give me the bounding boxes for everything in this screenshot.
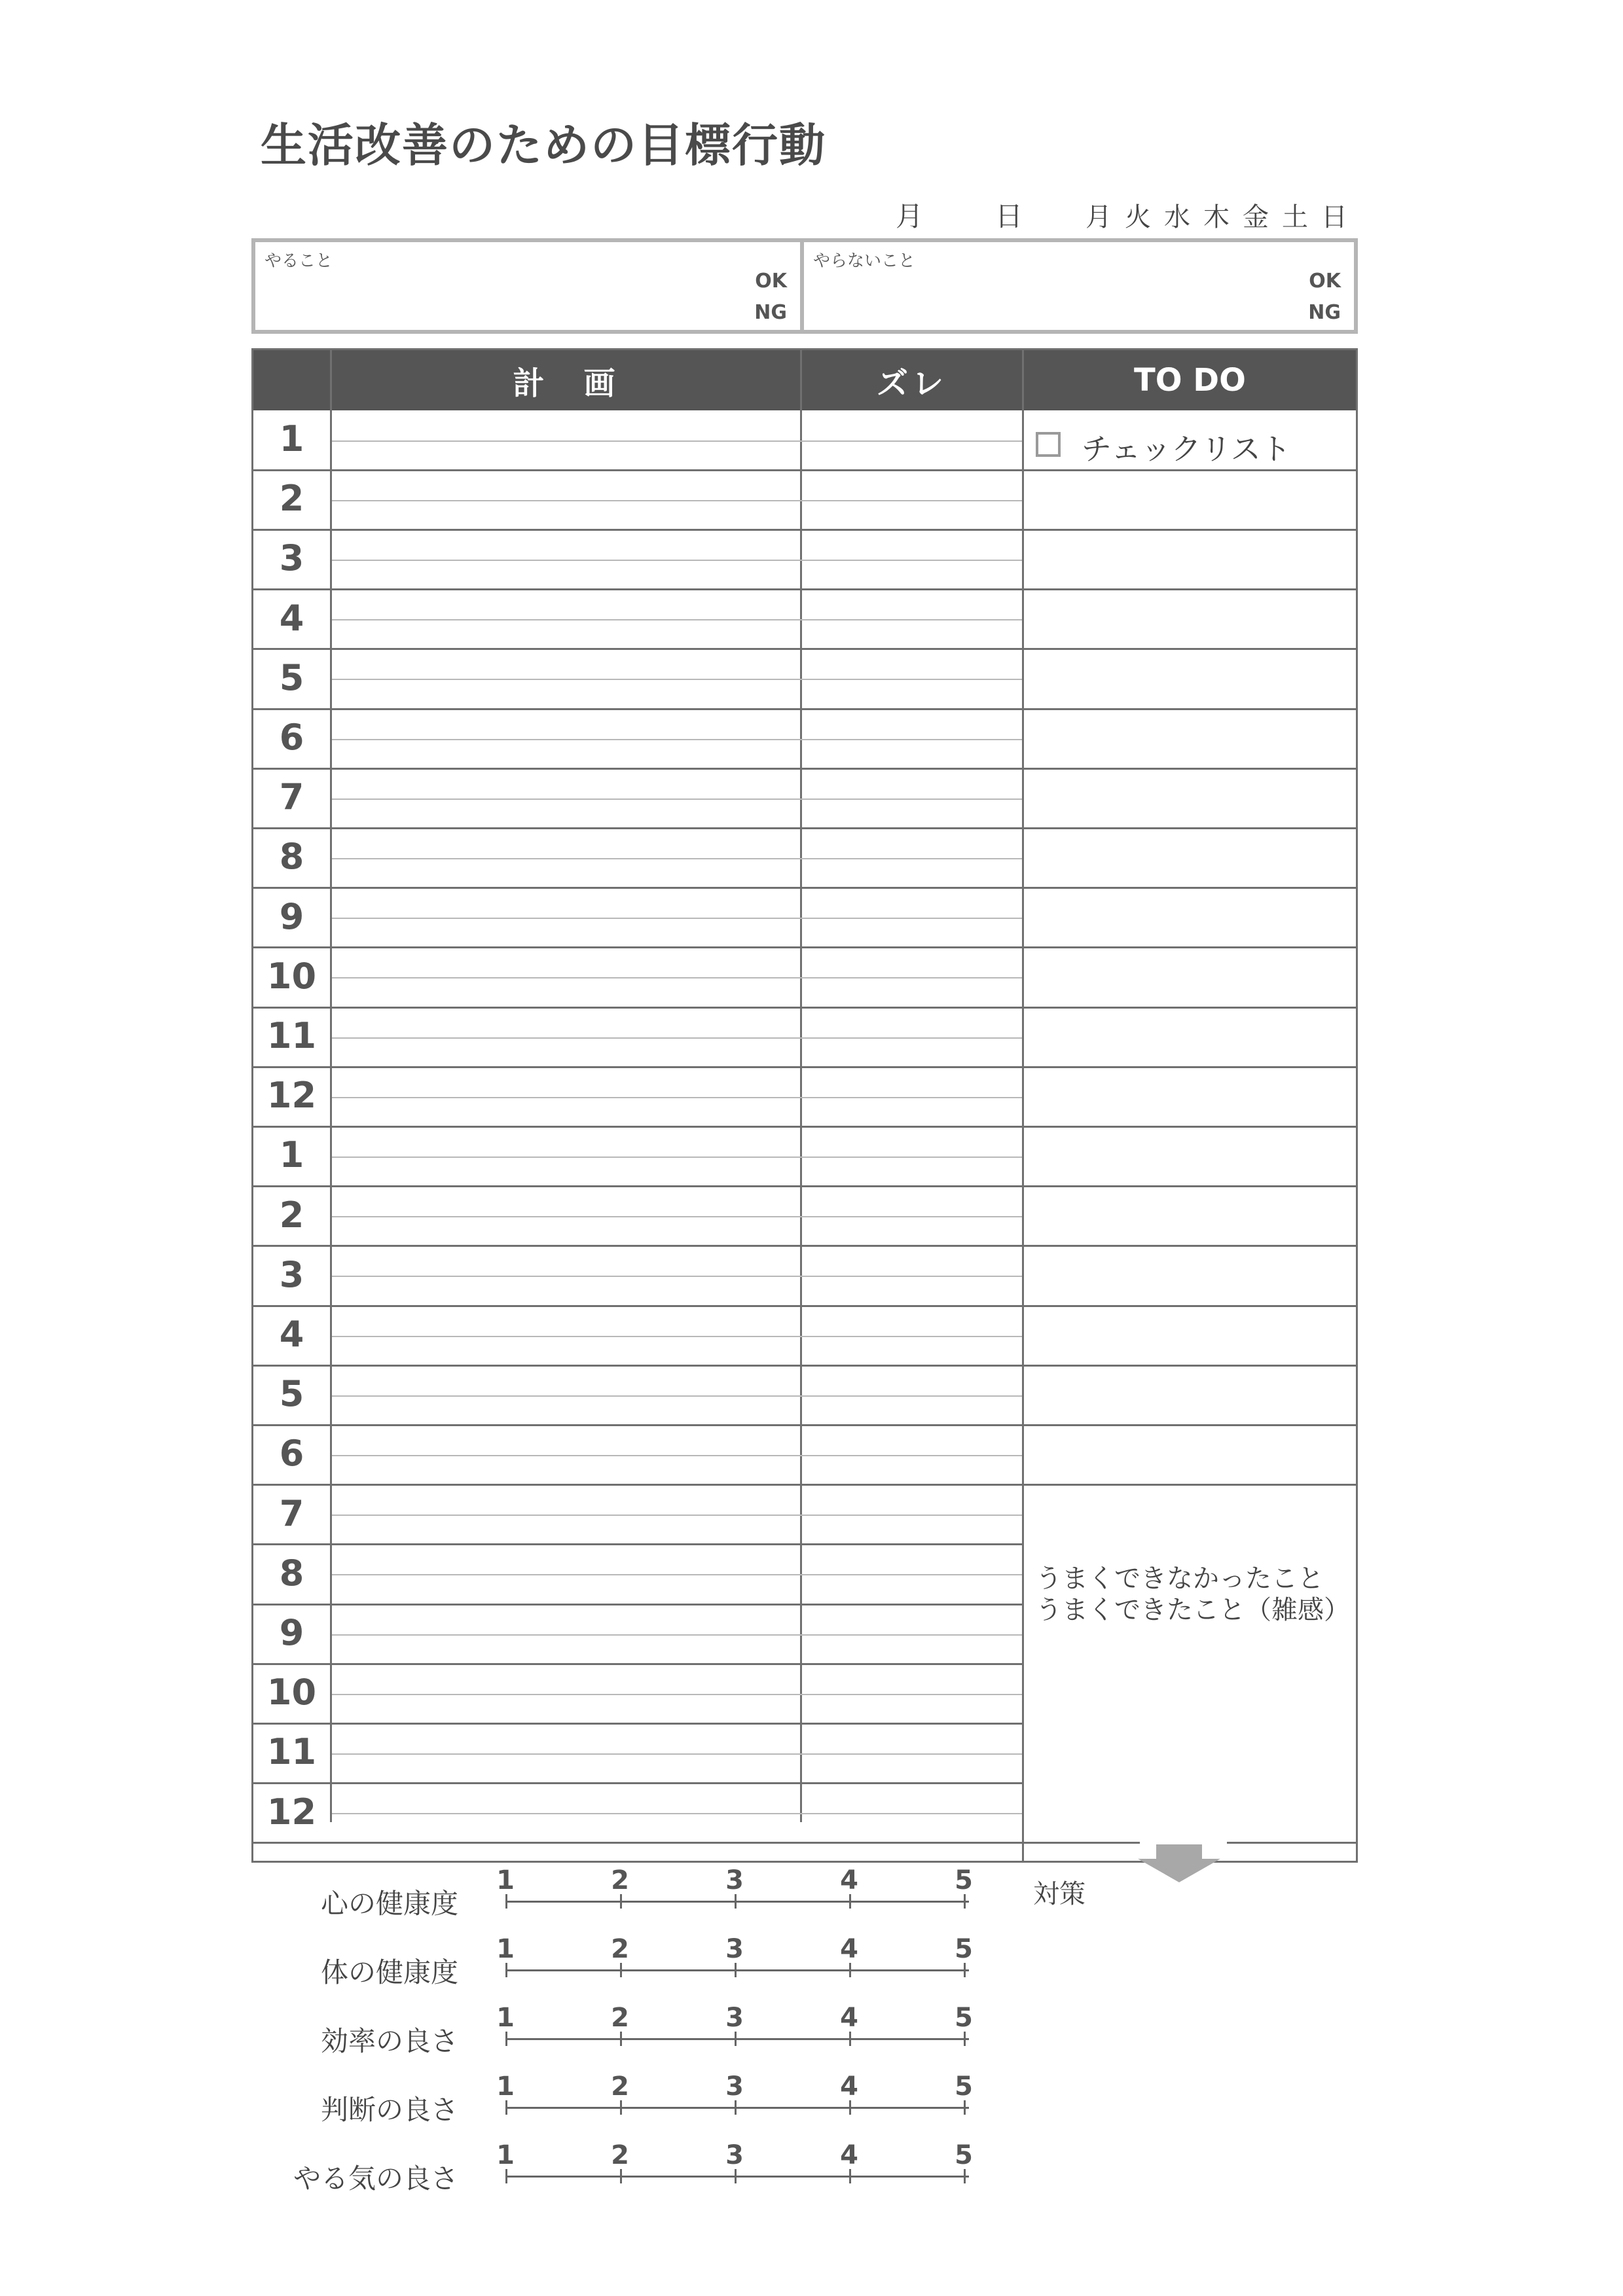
hour-label: 1 [279,1134,304,1176]
notes-label-succeeded: うまくできたこと（雑感） [1036,1595,1350,1625]
gap-cell[interactable] [802,1723,1022,1783]
scale-value[interactable]: 4 [840,1865,858,1895]
rating-scale[interactable] [496,2072,973,2117]
page-title: 生活改善のための目標行動 [261,118,826,172]
not-todo-ng-label[interactable]: NG [1308,301,1341,324]
notes-label-failed: うまくできなかったこと [1036,1564,1324,1594]
gap-cell[interactable] [802,1545,1022,1604]
todo-box-label: やること [264,251,333,271]
not-todo-box[interactable] [800,238,1358,334]
rating-label: 心の健康度 [320,1888,458,1920]
weekday-thu[interactable]: 木 [1203,202,1230,232]
notes-label [1036,1563,1350,1626]
scale-tick[interactable] [849,1963,851,1977]
plan-cell[interactable] [332,768,800,828]
hour-label: 4 [279,1314,304,1355]
hour-label: 3 [279,537,304,579]
scale-tick[interactable] [735,2169,737,2183]
plan-cell[interactable] [332,1784,800,1843]
weekday-mon[interactable]: 月 [1085,202,1112,232]
day-label: 日 [995,200,1023,232]
scale-value[interactable]: 2 [611,1934,629,1964]
scale-tick[interactable] [505,2100,507,2115]
hour-label: 3 [279,1253,304,1295]
hour-label: 5 [279,656,304,698]
scale-tick[interactable] [849,2100,851,2115]
plan-cell[interactable] [332,410,800,470]
scale-value[interactable]: 4 [840,1934,858,1964]
plan-cell[interactable] [332,1365,800,1425]
hour-label: 12 [266,1791,317,1833]
hour-label: 8 [279,1552,304,1594]
scale-tick[interactable] [849,2032,851,2046]
plan-cell[interactable] [332,470,800,529]
arrow-down-icon [1137,1844,1222,1884]
plan-cell[interactable] [332,1246,800,1306]
gap-cell[interactable] [802,1067,1022,1126]
column-divider [1022,350,1024,1861]
hour-label: 2 [279,478,304,520]
plan-cell[interactable] [332,590,800,649]
plan-cell[interactable] [332,709,800,768]
month-label: 月 [896,200,924,232]
scale-tick[interactable] [735,2032,737,2046]
gap-cell[interactable] [802,1126,1022,1186]
scale-tick[interactable] [964,2032,966,2046]
gap-cell[interactable] [802,649,1022,709]
scale-value[interactable]: 5 [955,1865,973,1895]
rating-scale[interactable] [496,1865,973,1911]
rating-label: 体の健康度 [320,1956,458,1988]
header-todo: TO DO [1024,350,1356,410]
plan-cell[interactable] [332,1604,800,1664]
schedule-table [251,348,1358,1863]
plan-cell[interactable] [332,888,800,948]
hour-label: 4 [279,597,304,639]
hour-label: 9 [279,895,304,937]
gap-cell[interactable] [802,529,1022,589]
scale-tick[interactable] [620,2032,622,2046]
hour-label: 7 [279,1492,304,1534]
scale-tick[interactable] [505,1963,507,1977]
hour-label: 11 [266,1015,317,1056]
scale-value[interactable]: 5 [955,1934,973,1964]
scale-value[interactable]: 1 [496,1934,515,1964]
scale-tick[interactable] [620,1894,622,1909]
scale-tick[interactable] [505,2032,507,2046]
gap-cell[interactable] [802,1306,1022,1365]
header-blank [253,350,330,410]
hour-label: 11 [266,1731,317,1773]
gap-cell[interactable] [802,1007,1022,1067]
todo-ok-label[interactable]: OK [755,270,787,293]
scale-tick[interactable] [964,2100,966,2115]
section-divider [1227,1842,1356,1844]
plan-cell[interactable] [332,948,800,1007]
header-plan: 計 画 [332,350,800,410]
gap-cell[interactable] [802,828,1022,888]
hour-label: 2 [279,1194,304,1236]
gap-cell[interactable] [802,470,1022,529]
scale-value[interactable]: 4 [840,2140,858,2170]
scale-tick[interactable] [964,1963,966,1977]
gap-cell[interactable] [802,410,1022,470]
scale-value[interactable]: 3 [725,2072,744,2102]
plan-cell[interactable] [332,1067,800,1126]
scale-tick[interactable] [735,2100,737,2115]
scale-value[interactable]: 4 [840,2003,858,2033]
gap-cell[interactable] [802,709,1022,768]
scale-line [505,2176,969,2178]
not-todo-box-label: やらないこと [813,251,916,271]
hour-label: 10 [266,955,317,997]
scale-value[interactable]: 5 [955,2140,973,2170]
gap-cell[interactable] [802,1604,1022,1664]
scale-value[interactable]: 2 [611,1865,629,1895]
not-todo-ok-label[interactable]: OK [1309,270,1341,293]
plan-cell[interactable] [332,1306,800,1365]
plan-cell[interactable] [332,1545,800,1604]
gap-cell[interactable] [802,1784,1022,1843]
gap-cell[interactable] [802,768,1022,828]
plan-cell[interactable] [332,649,800,709]
plan-cell[interactable] [332,1126,800,1186]
scale-value[interactable]: 3 [725,1865,744,1895]
scale-value[interactable]: 5 [955,2072,973,2102]
weekday-sat[interactable]: 土 [1282,202,1308,232]
gap-cell[interactable] [802,1664,1022,1723]
rating-label: 効率の良さ [320,2025,458,2057]
checkbox-icon[interactable] [1036,432,1061,457]
scale-value[interactable]: 3 [725,1934,744,1964]
hour-label: 5 [279,1373,304,1415]
plan-cell[interactable] [332,828,800,888]
hour-label: 9 [279,1612,304,1653]
weekday-wed[interactable]: 水 [1164,202,1190,232]
scale-value[interactable]: 2 [611,2072,629,2102]
todo-box[interactable] [251,238,804,334]
hour-label: 7 [279,776,304,818]
scale-tick[interactable] [735,1963,737,1977]
scale-tick[interactable] [849,1894,851,1909]
weekday-row [1084,196,1349,234]
scale-tick[interactable] [735,1894,737,1909]
gap-cell[interactable] [802,948,1022,1007]
gap-cell[interactable] [802,888,1022,948]
gap-cell[interactable] [802,1425,1022,1484]
plan-cell[interactable] [332,1425,800,1484]
scale-value[interactable]: 1 [496,2140,515,2170]
rating-scale[interactable] [496,1934,973,1980]
scale-value[interactable]: 2 [611,2140,629,2170]
gap-cell[interactable] [802,1485,1022,1545]
scale-line [505,1969,969,1971]
plan-cell[interactable] [332,529,800,589]
hour-label: 12 [266,1075,317,1117]
scale-tick[interactable] [964,1894,966,1909]
rating-scale[interactable] [496,2003,973,2049]
scale-tick[interactable] [849,2169,851,2183]
scale-value[interactable]: 1 [496,2003,515,2033]
plan-cell[interactable] [332,1187,800,1246]
plan-cell[interactable] [332,1007,800,1067]
rating-label: やる気の良さ [293,2162,458,2195]
weekday-fri[interactable]: 金 [1243,202,1269,232]
scale-tick[interactable] [620,2100,622,2115]
scale-value[interactable]: 5 [955,2003,973,2033]
scale-tick[interactable] [620,1963,622,1977]
plan-cell[interactable] [332,1723,800,1783]
rating-label: 判断の良さ [320,2094,458,2126]
scale-line [505,2038,969,2040]
scale-value[interactable]: 1 [496,2072,515,2102]
hour-label: 6 [279,717,304,758]
scale-tick[interactable] [505,2169,507,2183]
hour-label: 1 [279,418,304,459]
hour-label: 6 [279,1433,304,1475]
plan-cell[interactable] [332,1485,800,1545]
hour-label: 10 [266,1672,317,1713]
scale-line [505,2107,969,2109]
countermeasure-label: 対策 [1033,1879,1085,1909]
header-gap: ズレ [802,350,1022,410]
gap-cell[interactable] [802,1365,1022,1425]
gap-cell[interactable] [802,1187,1022,1246]
checklist-label: チェックリスト [1082,431,1291,467]
scale-value[interactable]: 2 [611,2003,629,2033]
scale-value[interactable]: 3 [725,2140,744,2170]
scale-tick[interactable] [505,1894,507,1909]
rating-scale[interactable] [496,2140,973,2186]
plan-cell[interactable] [332,1664,800,1723]
todo-ng-label[interactable]: NG [754,301,787,324]
scale-value[interactable]: 4 [840,2072,858,2102]
scale-value[interactable]: 3 [725,2003,744,2033]
gap-cell[interactable] [802,590,1022,649]
scale-tick[interactable] [964,2169,966,2183]
hour-label: 8 [279,836,304,878]
weekday-sun[interactable]: 日 [1321,202,1347,232]
weekday-tue[interactable]: 火 [1125,202,1151,232]
section-divider [253,1842,1140,1844]
scale-value[interactable]: 1 [496,1865,515,1895]
scale-line [505,1901,969,1903]
scale-tick[interactable] [620,2169,622,2183]
gap-cell[interactable] [802,1246,1022,1306]
